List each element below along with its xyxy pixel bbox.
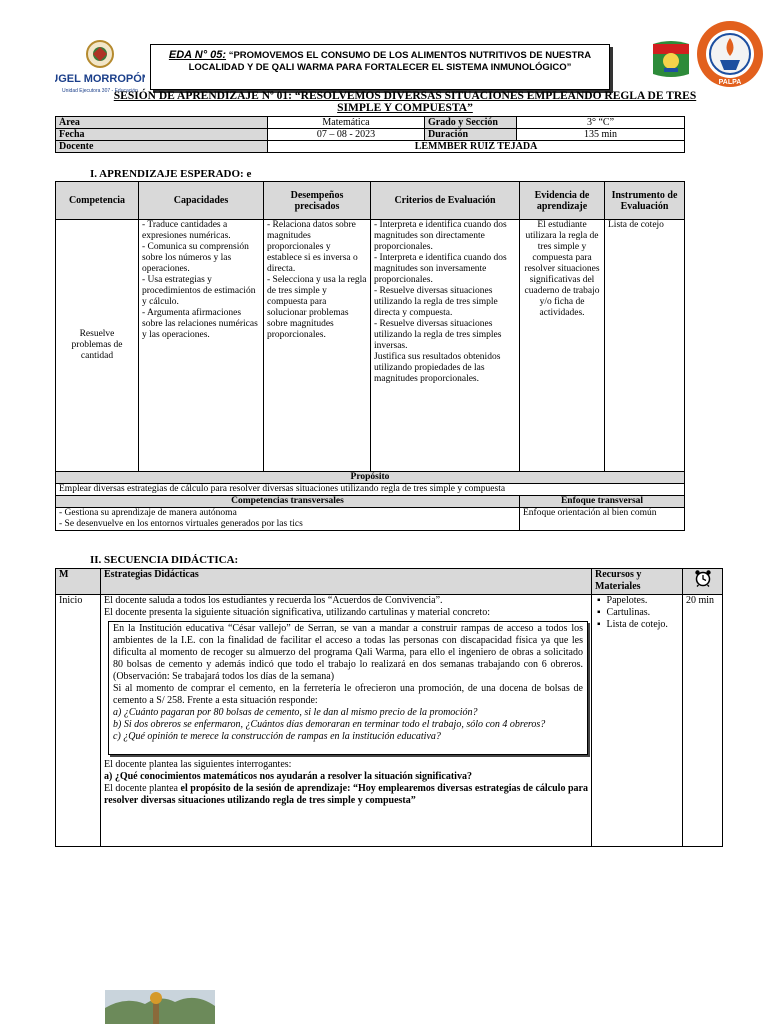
- proposito-label: Propósito: [56, 472, 685, 484]
- purpose-statement: El docente plantea el propósito de la sesión de aprendizaje: “Hoy emplearemos diversas estrategias de cálculo para resolver diversas situaciones utilizando regla de tres simple y compuesta”: [104, 783, 588, 806]
- situation-box: [108, 621, 588, 755]
- header-desempenos: Desempeños precisados: [264, 182, 371, 220]
- desempenos-cell: - Relaciona datos sobre magnitudes proporcionales y establece si es inversa o directa. - Selecciona y usa la regla de tres simple y compuesta para solucionar problemas sobre magnitudes proporcionales.: [264, 220, 371, 472]
- transversales-label: Competencias transversales: [56, 496, 520, 508]
- competencia-cell: Resuelve problemas de cantidad: [56, 220, 139, 472]
- transversales-text: - Gestiona su aprendizaje de manera autónoma - Se desenvuelve en los entornos virtuales generados por las tics: [56, 508, 520, 531]
- resource-item: ▪ Cartulinas.: [609, 607, 679, 619]
- ugel-palpa-logo: [695, 18, 765, 90]
- grado-value: 3° “C”: [517, 117, 685, 129]
- sequence-table: [55, 568, 723, 847]
- intro-line-2: El docente presenta la siguiente situación significativa, utilizando cartulinas y material concreto:: [104, 607, 490, 618]
- grado-label: Grado y Sección: [425, 117, 517, 129]
- evidencia-cell: El estudiante utilizara la regla de tres simple y compuesta para resolver situaciones significativas del cuaderno de trabajo y/o ficha de actividades.: [520, 220, 605, 472]
- resource-item: ▪ Lista de cotejo.: [609, 619, 679, 631]
- fecha-label: Fecha: [56, 129, 268, 141]
- session-title: SESIÓN DE APRENDIZAJE Nº 01: “RESOLVEMOS DIVERSAS SITUACIONES EMPLEANDO REGLA DE TRES SIMPLE Y COMPUESTA”: [113, 90, 697, 114]
- ugel-logo: [55, 38, 145, 98]
- duracion-label: Duración: [425, 129, 517, 141]
- time-cell: 20 min: [683, 595, 723, 847]
- question-a: a) ¿Cuánto pagaran por 80 bolsas de cemento, si le dan al mismo precio de la promoción?: [113, 707, 478, 718]
- alarm-clock-icon: [694, 569, 712, 587]
- resources-list: [595, 595, 679, 631]
- ugel-name: UGEL MORROPÓN: [55, 73, 145, 85]
- area-label: Área: [56, 117, 268, 129]
- classroom-photo: [105, 990, 215, 1024]
- question-b: b) Si dos obreros se enfermaron, ¿Cuántos días demoraran en terminar todo el trabajo, sólo con 4 obreros?: [113, 719, 546, 730]
- after-line-2: a) ¿Qué conocimientos matemáticos nos ayudarán a resolver la situación significativa?: [104, 771, 472, 782]
- situation-text-2: Si al momento de comprar el cemento, en la ferretería le ofrecieron una promoción, de una docena de bolsas de cemento a S/ 258. Frente a esta situación responde:: [113, 683, 583, 706]
- header-recursos: Recursos y Materiales: [592, 569, 683, 595]
- criterios-cell: - Interpreta e identifica cuando dos magnitudes son directamente proporcionales. - Interpreta e identifica cuando dos magnitudes son inversamente proporcionales. - Resuelve diversas situaciones utilizando la regla de tres simple directa y compuesta. - Resuelve diversas situaciones utilizando la regla de tres simples inversas. Justifica sus resultados obtenidos utilizando propiedades de las magnitudes proporcionales.: [371, 220, 520, 472]
- fecha-value: 07 – 08 - 2023: [268, 129, 425, 141]
- header-m: M: [56, 569, 101, 595]
- header-time: [683, 569, 723, 595]
- header-instrumento: Instrumento de Evaluación: [605, 182, 685, 220]
- resources-cell: [592, 595, 683, 847]
- competency-table: [55, 181, 685, 531]
- session-info-table: [55, 116, 685, 153]
- section-2-title: II. SECUENCIA DIDÁCTICA:: [90, 554, 239, 566]
- area-value: Matemática: [268, 117, 425, 129]
- header-estrategias: Estrategias Didácticas: [101, 569, 592, 595]
- section-1-title: I. APRENDIZAJE ESPERADO: e: [90, 168, 252, 180]
- duracion-value: 135 min: [517, 129, 685, 141]
- enfoque-label: Enfoque transversal: [520, 496, 685, 508]
- question-c: c) ¿Qué opinión te merece la construcción de rampas en la institución educativa?: [113, 731, 441, 742]
- header-evidencia: Evidencia de aprendizaje: [520, 182, 605, 220]
- situation-text: En la Institución educativa “César vallejo” de Serran, se van a mandar a construir rampas de acceso a todos los ambientes de la I.E. con la finalidad de facilitar el acceso a todas las personas con discapacidad física ya que les dificulta al momento de recoger su almuerzo del programa Qali Warma, para ello el ingeniero de obras a solicitado 80 bolsas de cemento y además indicó que todo el trabajo lo realizará en dos semanas trabajando con 6 obreros. (Observación: Se trabajará todos los días de la semana): [113, 623, 583, 682]
- moment-cell: Inicio: [56, 595, 101, 847]
- school-flag-logo: [650, 36, 692, 82]
- header-criterios: Criterios de Evaluación: [371, 182, 520, 220]
- intro-line-1: El docente saluda a todos los estudiantes y recuerda los “Acuerdos de Convivencia”.: [104, 595, 443, 606]
- eda-number: EDA N° 05:: [168, 49, 227, 61]
- capacidades-cell: - Traduce cantidades a expresiones numéricas. - Comunica su comprensión sobre los números y las operaciones. - Usa estrategias y procedimientos de estimación y cálculo. - Argumenta afirmaciones sobre las relaciones numéricas y las operaciones.: [139, 220, 264, 472]
- instrumento-cell: Lista de cotejo: [605, 220, 685, 472]
- header-competencia: Competencia: [56, 182, 139, 220]
- eda-text: “PROMOVEMOS EL CONSUMO DE LOS ALIMENTOS NUTRITIVOS DE NUESTRA LOCALIDAD Y DE QALI WARMA PARA FORTALECER EL SISTEMA INMUNOLÓGICO”: [188, 50, 592, 73]
- palpa-label: PALPA: [718, 79, 742, 86]
- ugel-sub: Unidad Ejecutora 307 - Educación: [62, 88, 138, 94]
- strategies-cell: [101, 595, 592, 847]
- enfoque-text: Enfoque orientación al bien común: [520, 508, 685, 531]
- after-line-1: El docente plantea las siguientes interrogantes:: [104, 759, 292, 770]
- eda-title-box: [150, 44, 610, 90]
- resource-item: ▪ Papelotes.: [609, 595, 679, 607]
- docente-label: Docente: [56, 141, 268, 153]
- proposito-text: Emplear diversas estrategias de cálculo para resolver diversas situaciones utilizando regla de tres simple y compuesta: [56, 484, 685, 496]
- header-capacidades: Capacidades: [139, 182, 264, 220]
- docente-value: LEMMBER RUIZ TEJADA: [268, 141, 685, 153]
